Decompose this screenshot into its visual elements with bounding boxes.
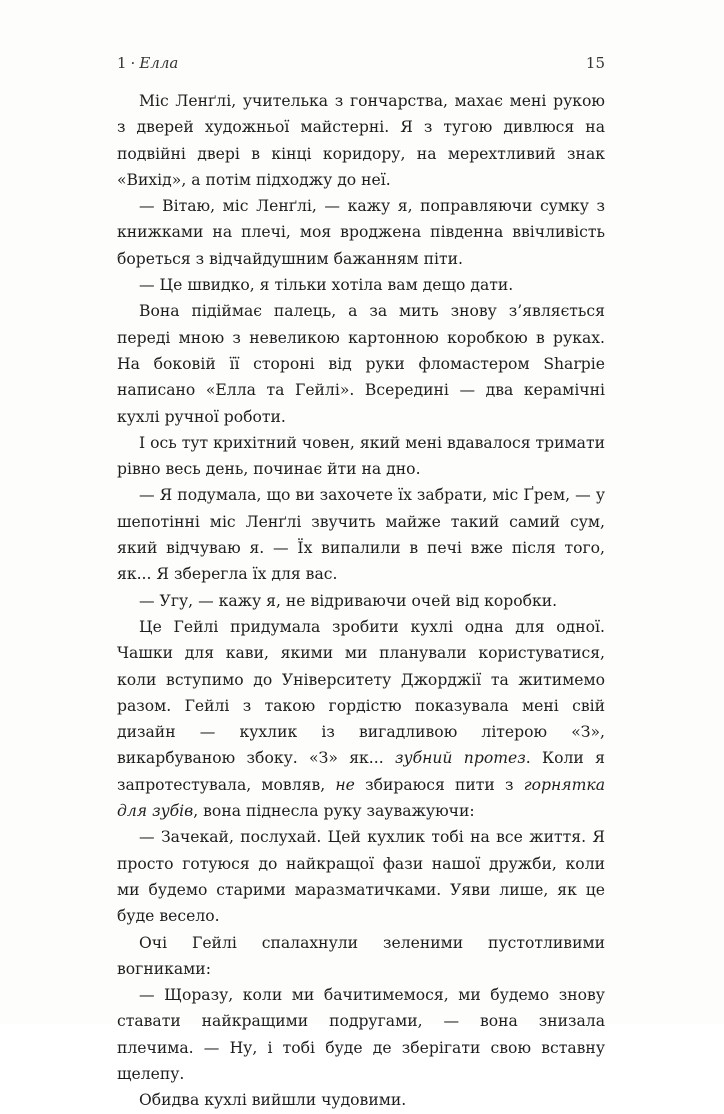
paragraph (117, 272, 605, 298)
paragraph (117, 982, 605, 1087)
italic-text: не (335, 775, 355, 794)
paragraph (117, 930, 605, 983)
paragraph-text: , вона піднесла руку зауважуючи: (193, 802, 475, 821)
paragraph (117, 1087, 605, 1113)
paragraph (117, 193, 605, 272)
running-header (117, 52, 605, 74)
header-separator: · (130, 54, 136, 72)
paragraph-text: І ось тут крихітний човен, який мені вдавалося тримати рівно весь день, починає йти на дно. (117, 433, 605, 479)
paragraph-text: Очі Гейлі спалахнули зеленими пустотливими вогниками: (117, 933, 605, 978)
paragraph-text: Обидва кухлі вийшли чудовими. (139, 1091, 407, 1110)
italic-text: зубний протез (395, 749, 526, 768)
paragraph-text: Вона підіймає палець, а за мить знову з’являється переді мною з невеликою картонною коробкою в руках. На боковій її стороні від руки фломастером Sharpie написано «Елла та Гейлі». Всередині — два керамічні кухлі ручної роботи. (117, 302, 605, 426)
paragraph (117, 298, 605, 429)
page-number: 15 (585, 54, 605, 72)
chapter-number: 1 (117, 54, 127, 72)
paragraph-text: Міс Ленґлі, учителька з гончарства, махає мені рукою з дверей художньої майстерні. Я з тугою дивлюся на подвійні двері в кінці коридору, на мерехтливий знак «Вихід», а потім підходжу до неї. (117, 92, 605, 189)
paragraph-text: збираюся пити з (354, 775, 524, 794)
paragraph-text: — Це швидко, я тільки хотіла вам дещо дати. (139, 276, 514, 295)
paragraph (117, 430, 605, 483)
paragraph-text: — Щоразу, коли ми бачитимемося, ми будемо знову ставати найкращими подругами, — вона знизала плечима. — Ну, і тобі буде де зберігати свою вставну щелепу. (117, 986, 605, 1083)
paragraph-text: . Коли я запротестувала, мовляв, (117, 749, 605, 794)
paragraph (117, 482, 605, 587)
chapter-label (117, 52, 178, 74)
chapter-title: Елла (139, 54, 179, 72)
paragraph (117, 88, 605, 193)
body-text (117, 88, 605, 1114)
paragraph-text: — Я подумала, що ви захочете їх забрати, міс Ґрем, — у шепотінні міс Ленґлі звучить майже такий самий сум, який відчуваю я. — Їх випалили в печі вже після того, як... Я зберегла їх для вас. (117, 486, 605, 584)
paragraph-text: Це Гейлі придумала зробити кухлі одна для одної. Чашки для кави, якими ми планували користуватися, коли вступимо до Університету Джорджії та житимемо разом. Гейлі з такою гордістю показувала мені свій дизайн — кухлик із вигадливою літерою «З», викарбуваною збоку. «З» як... (117, 617, 605, 768)
paragraph (117, 588, 605, 614)
italic-text: горнятка для зубів (117, 775, 605, 821)
paragraph-text: — Вітаю, міс Ленґлі, — кажу я, поправляючи сумку з книжками на плечі, моя вроджена південна ввічливість бореться з відчайдушним бажанням піти. (117, 197, 605, 268)
paragraph-text: — Зачекай, послухай. Цей кухлик тобі на все життя. Я просто готуюся до найкращої фази нашої дружби, коли ми будемо старими маразматичками. Уяви лише, як це буде весело. (117, 828, 605, 926)
paragraph (117, 824, 605, 929)
paragraph-text: — Угу, — кажу я, не відриваючи очей від коробки. (139, 591, 558, 610)
paragraph (117, 614, 605, 824)
